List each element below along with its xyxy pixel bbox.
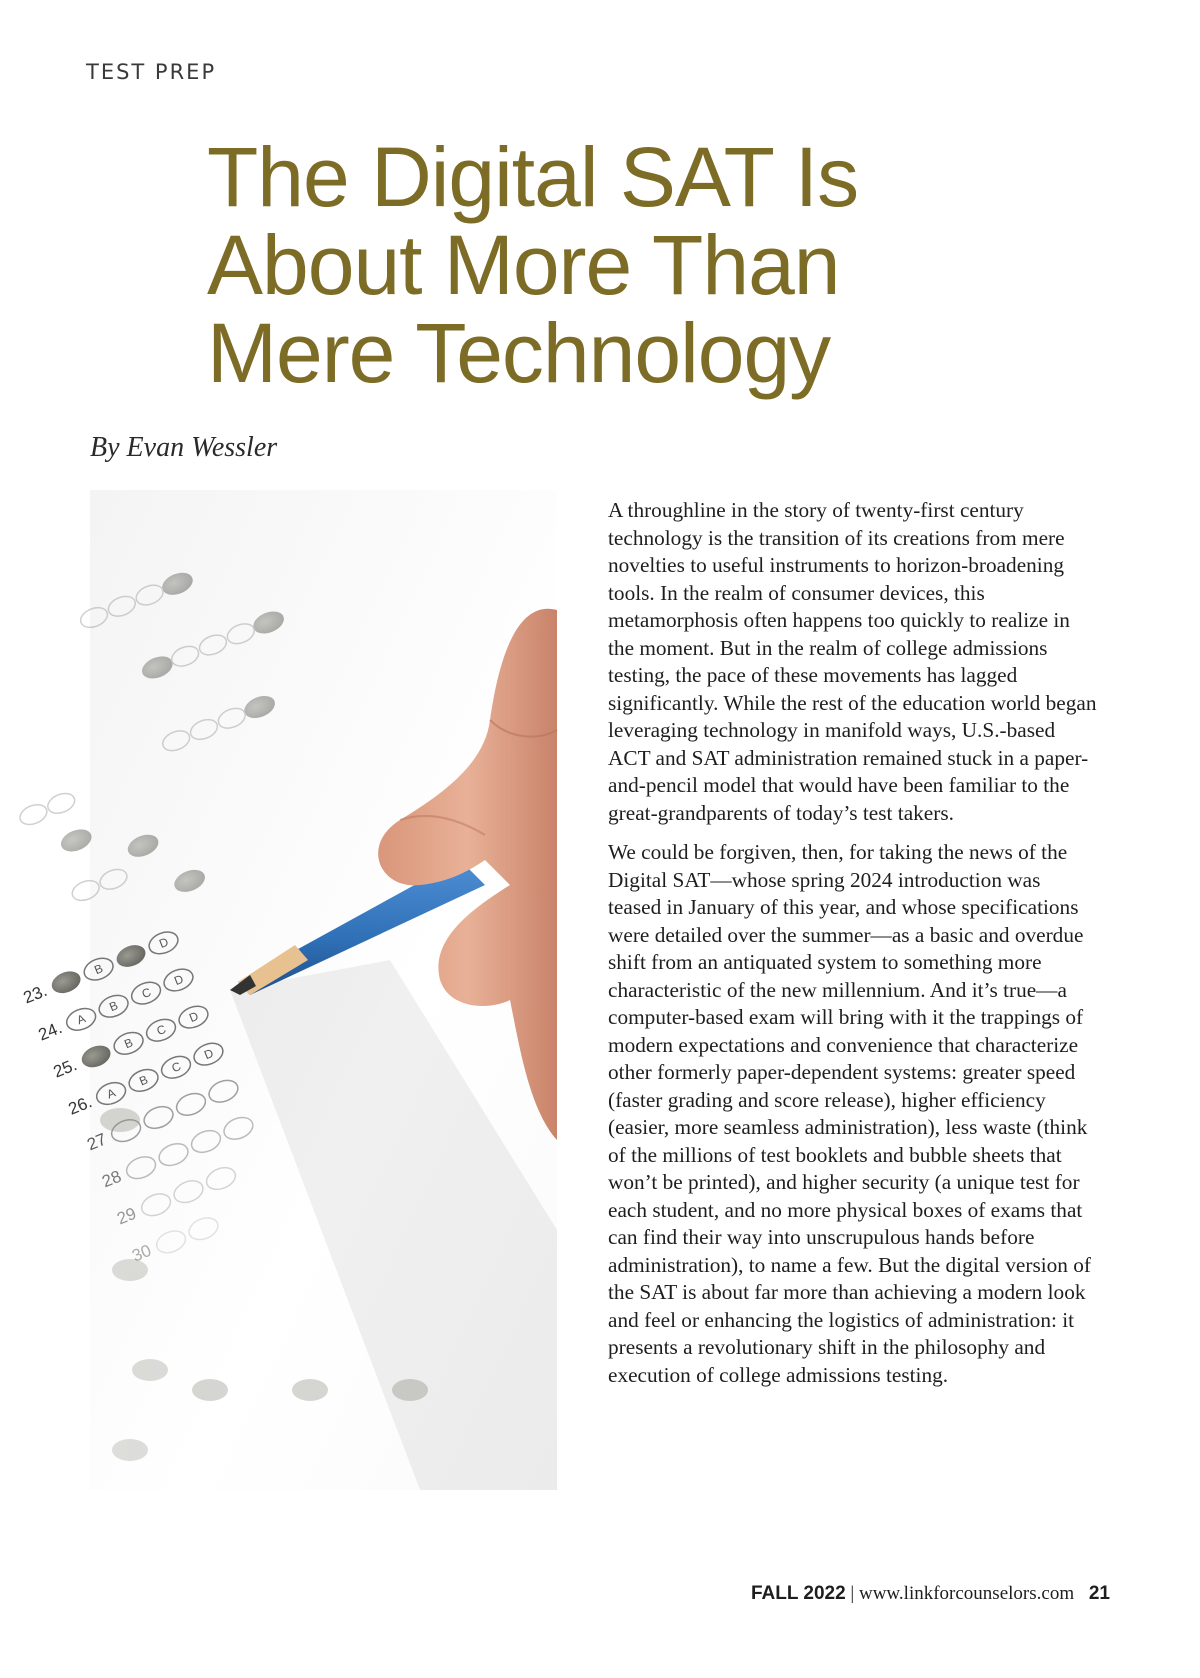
question-number: 25. [50,1055,80,1082]
question-number: 29 [114,1203,139,1229]
question-number: 24. [35,1018,65,1045]
bubble-sheet-photo [20,490,557,1490]
article-body [608,497,1098,1401]
bubble-letter: B [107,998,120,1015]
footer-separator: | [850,1583,855,1604]
page-footer [751,1583,1110,1605]
bubble-letter: B [122,1035,135,1052]
bubble-letter: B [92,961,105,978]
section-label: TEST PREP [86,60,217,84]
bubble-letter: C [139,984,153,1002]
paragraph-2: We could be forgiven, then, for taking the news of the Digital SAT—whose spring 2024 introduction was teased in January of this year, and whose specifications were detailed over the summer—as a basic and overdue shift from an antiquated system to something more characteristic of the new millennium. And it’s true—a computer-based exam will bring with it the trappings of modern expectations and convenience that characterize other formerly paper-dependent systems: greater speed (faster grading and score release), higher efficiency (easier, more seamless administration), less waste (think of the millions of test booklets and bubble sheets that won’t be printed), and higher security (a unique test for each student, and no more physical boxes of exams that can find their way into unscrupulous hands before administration), to name a few. But the digital version of the SAT is about far more than achieving a modern look and feel or enhancing the logistics of administration: it presents a revolutionary shift in the philosophy and execution of college admissions testing. [608,840,1092,1387]
question-number: 27 [84,1129,109,1155]
headline-line-1: The Digital SAT Is [207,130,859,224]
bubble-letter: D [172,971,186,988]
question-number: 30 [129,1240,154,1266]
article-headline [207,130,967,400]
bubble-letter: D [157,934,171,951]
headline-line-2: About More Than [207,218,840,312]
question-number: 23. [20,980,50,1008]
bubble-letter: A [104,1085,118,1102]
paragraph-1: A throughline in the story of twenty-first century technology is the transition of its creations from mere novelties to useful instruments to horizon-broadening tools. In the realm of consumer devices, this metamorphosis often happens too quickly to realize in the moment. But in the realm of college admissions testing, the pace of these movements has lagged significantly. While the rest of the education world began leveraging technology in manifold ways, U.S.-based ACT and SAT administration remained stuck in a paper-and-pencil model that would have been familiar to the great-grandparents of today’s test takers. [608,498,1097,825]
byline: By Evan Wessler [90,432,278,463]
bubble-letter: A [74,1011,88,1028]
question-number: 28 [99,1166,124,1192]
headline-line-3: Mere Technology [207,306,831,400]
bubble-letter: C [154,1021,168,1039]
bubble-letter: D [202,1045,216,1063]
question-number: 26. [65,1092,95,1119]
issue-season: FALL 2022 [750,1583,846,1604]
website-url: www.linkforcounselors.com [858,1583,1075,1604]
bubble-letter: C [169,1059,183,1076]
bubble-sheet-illustration [20,490,557,1490]
bubble-letter: B [137,1072,150,1089]
page-number: 21 [1088,1583,1110,1604]
bubble-letter: D [187,1008,201,1026]
